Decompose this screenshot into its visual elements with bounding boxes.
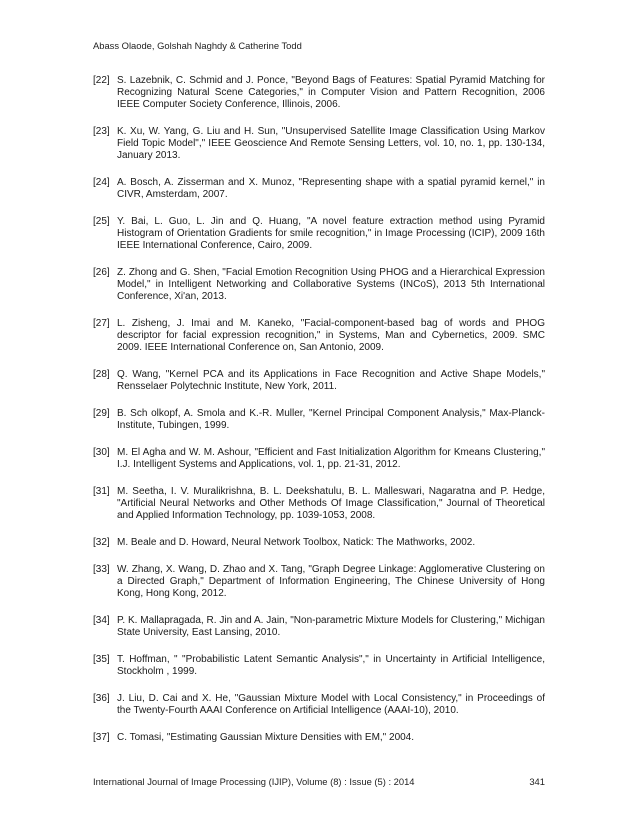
reference-item <box>93 615 545 639</box>
reference-text: T. Hoffman, " "Probabilistic Latent Semantic Analysis"," in Uncertainty in Artificial Intelligence, Stockholm , 1999. <box>117 654 545 677</box>
reference-text: A. Bosch, A. Zisserman and X. Munoz, "Representing shape with a spatial pyramid kernel," in CIVR, Amsterdam, 2007. <box>117 177 545 200</box>
page-number: 341 <box>529 776 545 787</box>
page-footer <box>93 776 545 787</box>
reference-item <box>93 408 545 432</box>
reference-text: Q. Wang, "Kernel PCA and its Applications in Face Recognition and Active Shape Models," Rensselaer Polytechnic Institute, New York, 2011. <box>117 369 545 392</box>
reference-text: L. Zisheng, J. Imai and M. Kaneko, "Facial-component-based bag of words and PHOG descriptor for facial expression recognition," in Systems, Man and Cybernetics, 2009. SMC 2009. IEEE International Conference on, San Antonio, 2009. <box>117 318 545 353</box>
reference-list <box>93 75 545 759</box>
reference-item <box>93 732 545 744</box>
reference-number: [31] <box>93 486 110 497</box>
reference-number: [28] <box>93 369 110 380</box>
reference-item <box>93 564 545 600</box>
reference-item <box>93 216 545 252</box>
reference-text: J. Liu, D. Cai and X. He, "Gaussian Mixture Model with Local Consistency," in Proceedings of the Twenty-Fourth AAAI Conference on Artificial Intelligence (AAAI-10), 2010. <box>117 693 545 716</box>
reference-item <box>93 654 545 678</box>
reference-text: C. Tomasi, "Estimating Gaussian Mixture Densities with EM," 2004. <box>117 732 415 743</box>
reference-text: P. K. Mallapragada, R. Jin and A. Jain, "Non-parametric Mixture Models for Clustering," Michigan State University, East Lansing, 2010. <box>117 615 545 638</box>
reference-item <box>93 267 545 303</box>
reference-number: [26] <box>93 267 110 278</box>
reference-number: [29] <box>93 408 110 419</box>
reference-text: S. Lazebnik, C. Schmid and J. Ponce, "Beyond Bags of Features: Spatial Pyramid Matching for Recognizing Natural Scene Categories," in Computer Vision and Pattern Recognition, 2006 IEEE Computer Society Conference, Illinois, 2006. <box>117 75 545 110</box>
reference-item <box>93 537 545 549</box>
reference-number: [22] <box>93 75 110 86</box>
reference-item <box>93 693 545 717</box>
reference-item <box>93 447 545 471</box>
reference-number: [30] <box>93 447 110 458</box>
reference-number: [35] <box>93 654 110 665</box>
reference-item <box>93 318 545 354</box>
reference-number: [25] <box>93 216 110 227</box>
reference-number: [33] <box>93 564 110 575</box>
reference-text: B. Sch olkopf, A. Smola and K.-R. Muller, "Kernel Principal Component Analysis," Max-Planck-Institute, Tubingen, 1999. <box>117 408 545 431</box>
reference-number: [27] <box>93 318 110 329</box>
reference-text: Y. Bai, L. Guo, L. Jin and Q. Huang, "A novel feature extraction method using Pyramid Histogram of Orientation Gradients for smile recognition," in Image Processing (ICIP), 2009 16th IEEE International Conference, Cairo, 2009. <box>117 216 545 251</box>
reference-number: [23] <box>93 126 110 137</box>
reference-number: [24] <box>93 177 110 188</box>
reference-text: M. El Agha and W. M. Ashour, "Efficient and Fast Initialization Algorithm for Kmeans Clustering," I.J. Intelligent Systems and Applications, vol. 1, pp. 21-31, 2012. <box>117 447 545 470</box>
reference-item <box>93 369 545 393</box>
running-header: Abass Olaode, Golshah Naghdy & Catherine Todd <box>93 40 302 51</box>
reference-text: M. Beale and D. Howard, Neural Network Toolbox, Natick: The Mathworks, 2002. <box>117 537 476 548</box>
reference-number: [37] <box>93 732 110 743</box>
reference-text: K. Xu, W. Yang, G. Liu and H. Sun, "Unsupervised Satellite Image Classification Using Markov Field Topic Model"," IEEE Geoscience And Remote Sensing Letters, vol. 10, no. 1, pp. 130-134, January 2013. <box>117 126 545 161</box>
reference-number: [32] <box>93 537 110 548</box>
reference-number: [36] <box>93 693 110 704</box>
reference-number: [34] <box>93 615 110 626</box>
journal-citation: International Journal of Image Processing (IJIP), Volume (8) : Issue (5) : 2014 <box>93 776 415 787</box>
reference-item <box>93 486 545 522</box>
reference-text: Z. Zhong and G. Shen, "Facial Emotion Recognition Using PHOG and a Hierarchical Expression Model," in Intelligent Networking and Collaborative Systems (INCoS), 2013 5th International Conference, Xi'an, 2013. <box>117 267 545 302</box>
reference-text: M. Seetha, I. V. Muralikrishna, B. L. Deekshatulu, B. L. Malleswari, Nagaratna and P. Hedge, "Artificial Neural Networks and Other Methods Of Image Classification," Journal of Theoretical and Applied Information Technology, pp. 1039-1053, 2008. <box>117 486 545 521</box>
reference-item <box>93 126 545 162</box>
reference-item <box>93 177 545 201</box>
reference-text: W. Zhang, X. Wang, D. Zhao and X. Tang, "Graph Degree Linkage: Agglomerative Clustering on a Directed Graph," Department of Information Engineering, The Chinese University of Hong Kong, Hong Kong, 2012. <box>117 564 545 599</box>
reference-item <box>93 75 545 111</box>
